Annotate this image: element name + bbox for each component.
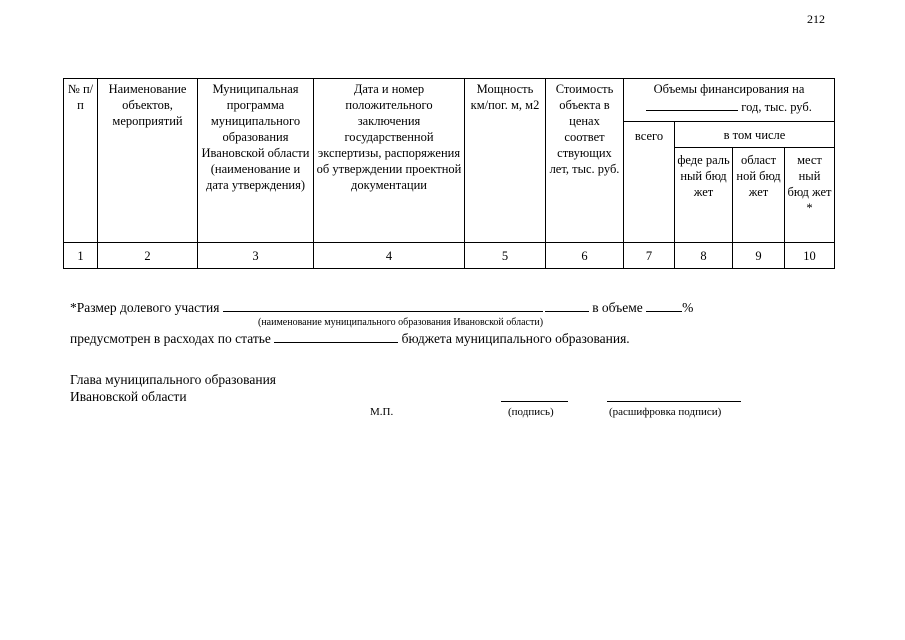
footnote-prefix: *Размер долевого участия xyxy=(70,300,220,315)
column-number: 10 xyxy=(785,243,835,269)
signature-decode-line xyxy=(607,400,741,402)
signature-decode-caption: (расшифровка подписи) xyxy=(609,406,722,418)
volume-label: в объеме xyxy=(592,300,643,315)
footnote-line2-prefix: предусмотрен в расходах по статье xyxy=(70,331,271,346)
header-local-budget: мест ный бюд жет * xyxy=(785,148,835,243)
financing-table xyxy=(63,78,835,269)
header-total: всего xyxy=(624,122,675,243)
footnote-line-2 xyxy=(70,330,630,347)
signature-line xyxy=(501,400,568,402)
header-federal-budget: феде раль ный бюд жет xyxy=(675,148,733,243)
header-object-name: Наименование объектов, мероприятий xyxy=(98,79,198,243)
column-number: 2 xyxy=(98,243,198,269)
header-regional-budget: област ной бюд жет xyxy=(733,148,785,243)
column-number: 1 xyxy=(64,243,98,269)
column-number: 6 xyxy=(546,243,624,269)
column-number: 7 xyxy=(624,243,675,269)
signature-caption: (подпись) xyxy=(508,406,554,418)
column-number: 4 xyxy=(314,243,465,269)
year-blank xyxy=(646,97,738,111)
footnote-line-1 xyxy=(70,299,693,316)
header-capacity: Мощность км/пог. м, м2 xyxy=(465,79,546,243)
header-cost: Стоимость объекта в ценах соответ ствующих лет, тыс. руб. xyxy=(546,79,624,243)
column-number: 5 xyxy=(465,243,546,269)
page-number: 212 xyxy=(807,12,825,26)
header-including: в том числе xyxy=(675,122,835,148)
footnote-line2-suffix: бюджета муниципального образования. xyxy=(401,331,630,346)
stamp-label: М.П. xyxy=(370,406,394,418)
column-number: 9 xyxy=(733,243,785,269)
column-number: 3 xyxy=(198,243,314,269)
signature-title-line-2: Ивановской области xyxy=(70,389,187,404)
municipality-name-blank xyxy=(223,299,543,312)
column-number: 8 xyxy=(675,243,733,269)
funding-title-part1: Объемы финансирования на xyxy=(653,82,805,96)
signature-title-line-1: Глава муниципального образования xyxy=(70,372,277,387)
header-funding-volume xyxy=(624,79,835,122)
funding-title-part2: год, тыс. руб. xyxy=(741,100,812,114)
municipality-name-blank-2 xyxy=(545,299,589,312)
budget-article-blank xyxy=(274,330,398,343)
header-number: № п/п xyxy=(64,79,98,243)
header-expertise-date: Дата и номер положительного заключения государственной экспертизы, распоряжения об утверждении проектной документации xyxy=(314,79,465,243)
municipality-caption: (наименование муниципального образования Ивановской области) xyxy=(258,317,544,328)
header-municipal-program: Муниципальная программа муниципального образования Ивановской области (наименование и дата утверждения) xyxy=(198,79,314,243)
percent-blank xyxy=(646,299,682,312)
percent-sign: % xyxy=(682,300,694,315)
